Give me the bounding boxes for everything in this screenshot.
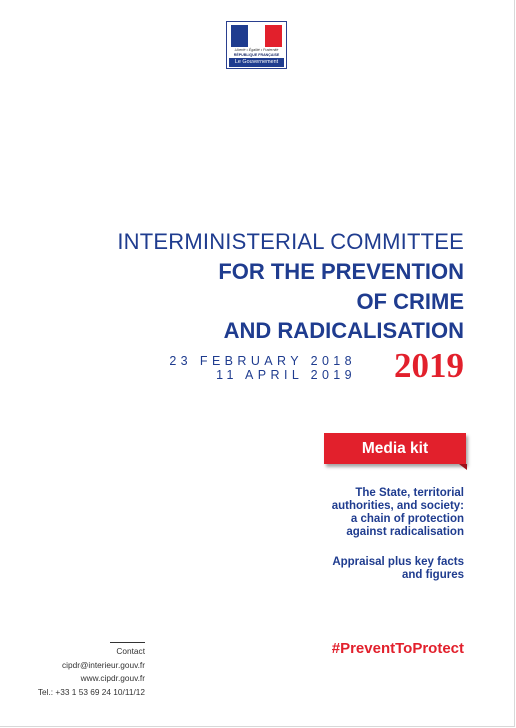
media-kit-label: Media kit: [361, 440, 429, 457]
badge-fold-shape: [459, 464, 467, 470]
year: 2019: [394, 346, 464, 385]
french-flag-icon: [231, 25, 282, 47]
blurb-paragraph-2: [332, 556, 464, 582]
contact-heading: Contact: [116, 646, 145, 656]
blurb-paragraph-1: [332, 487, 464, 539]
date-2: 11 APRIL 2019: [216, 368, 356, 382]
contact-divider: [110, 642, 145, 643]
title-line-2: FOR THE PREVENTION: [218, 259, 464, 284]
title-line-3: OF CRIME: [356, 289, 464, 314]
blurb-line: Appraisal plus key facts: [332, 556, 464, 568]
contact-block: [0, 645, 145, 699]
date-1: 23 FEBRUARY 2018: [169, 354, 356, 368]
blurb-line: The State, territorial: [355, 487, 464, 499]
government-logo: [226, 21, 287, 69]
hashtag: #PreventToProtect: [331, 640, 464, 657]
blurb-line: against radicalisation: [346, 526, 464, 538]
dates: [169, 354, 356, 382]
contact-phone: Tel.: +33 1 53 69 24 10/11/12: [37, 686, 145, 697]
blurb-line: authorities, and society:: [331, 500, 464, 512]
title-line-1: INTERMINISTERIAL COMMITTEE: [117, 229, 464, 254]
logo-motto: Liberté • Égalité • Fraternité: [234, 48, 279, 52]
media-kit-badge: [324, 433, 466, 464]
blurb-line: and figures: [402, 569, 464, 581]
contact-email[interactable]: cipdr@interieur.gouv.fr: [62, 659, 145, 670]
contact-website[interactable]: www.cipdr.gouv.fr: [80, 673, 145, 683]
logo-republic: RÉPUBLIQUE FRANÇAISE: [233, 53, 280, 57]
blurb-line: a chain of protection: [350, 513, 464, 525]
title-line-4: AND RADICALISATION: [223, 318, 464, 343]
logo-government: Le Gouvernement: [229, 58, 284, 67]
